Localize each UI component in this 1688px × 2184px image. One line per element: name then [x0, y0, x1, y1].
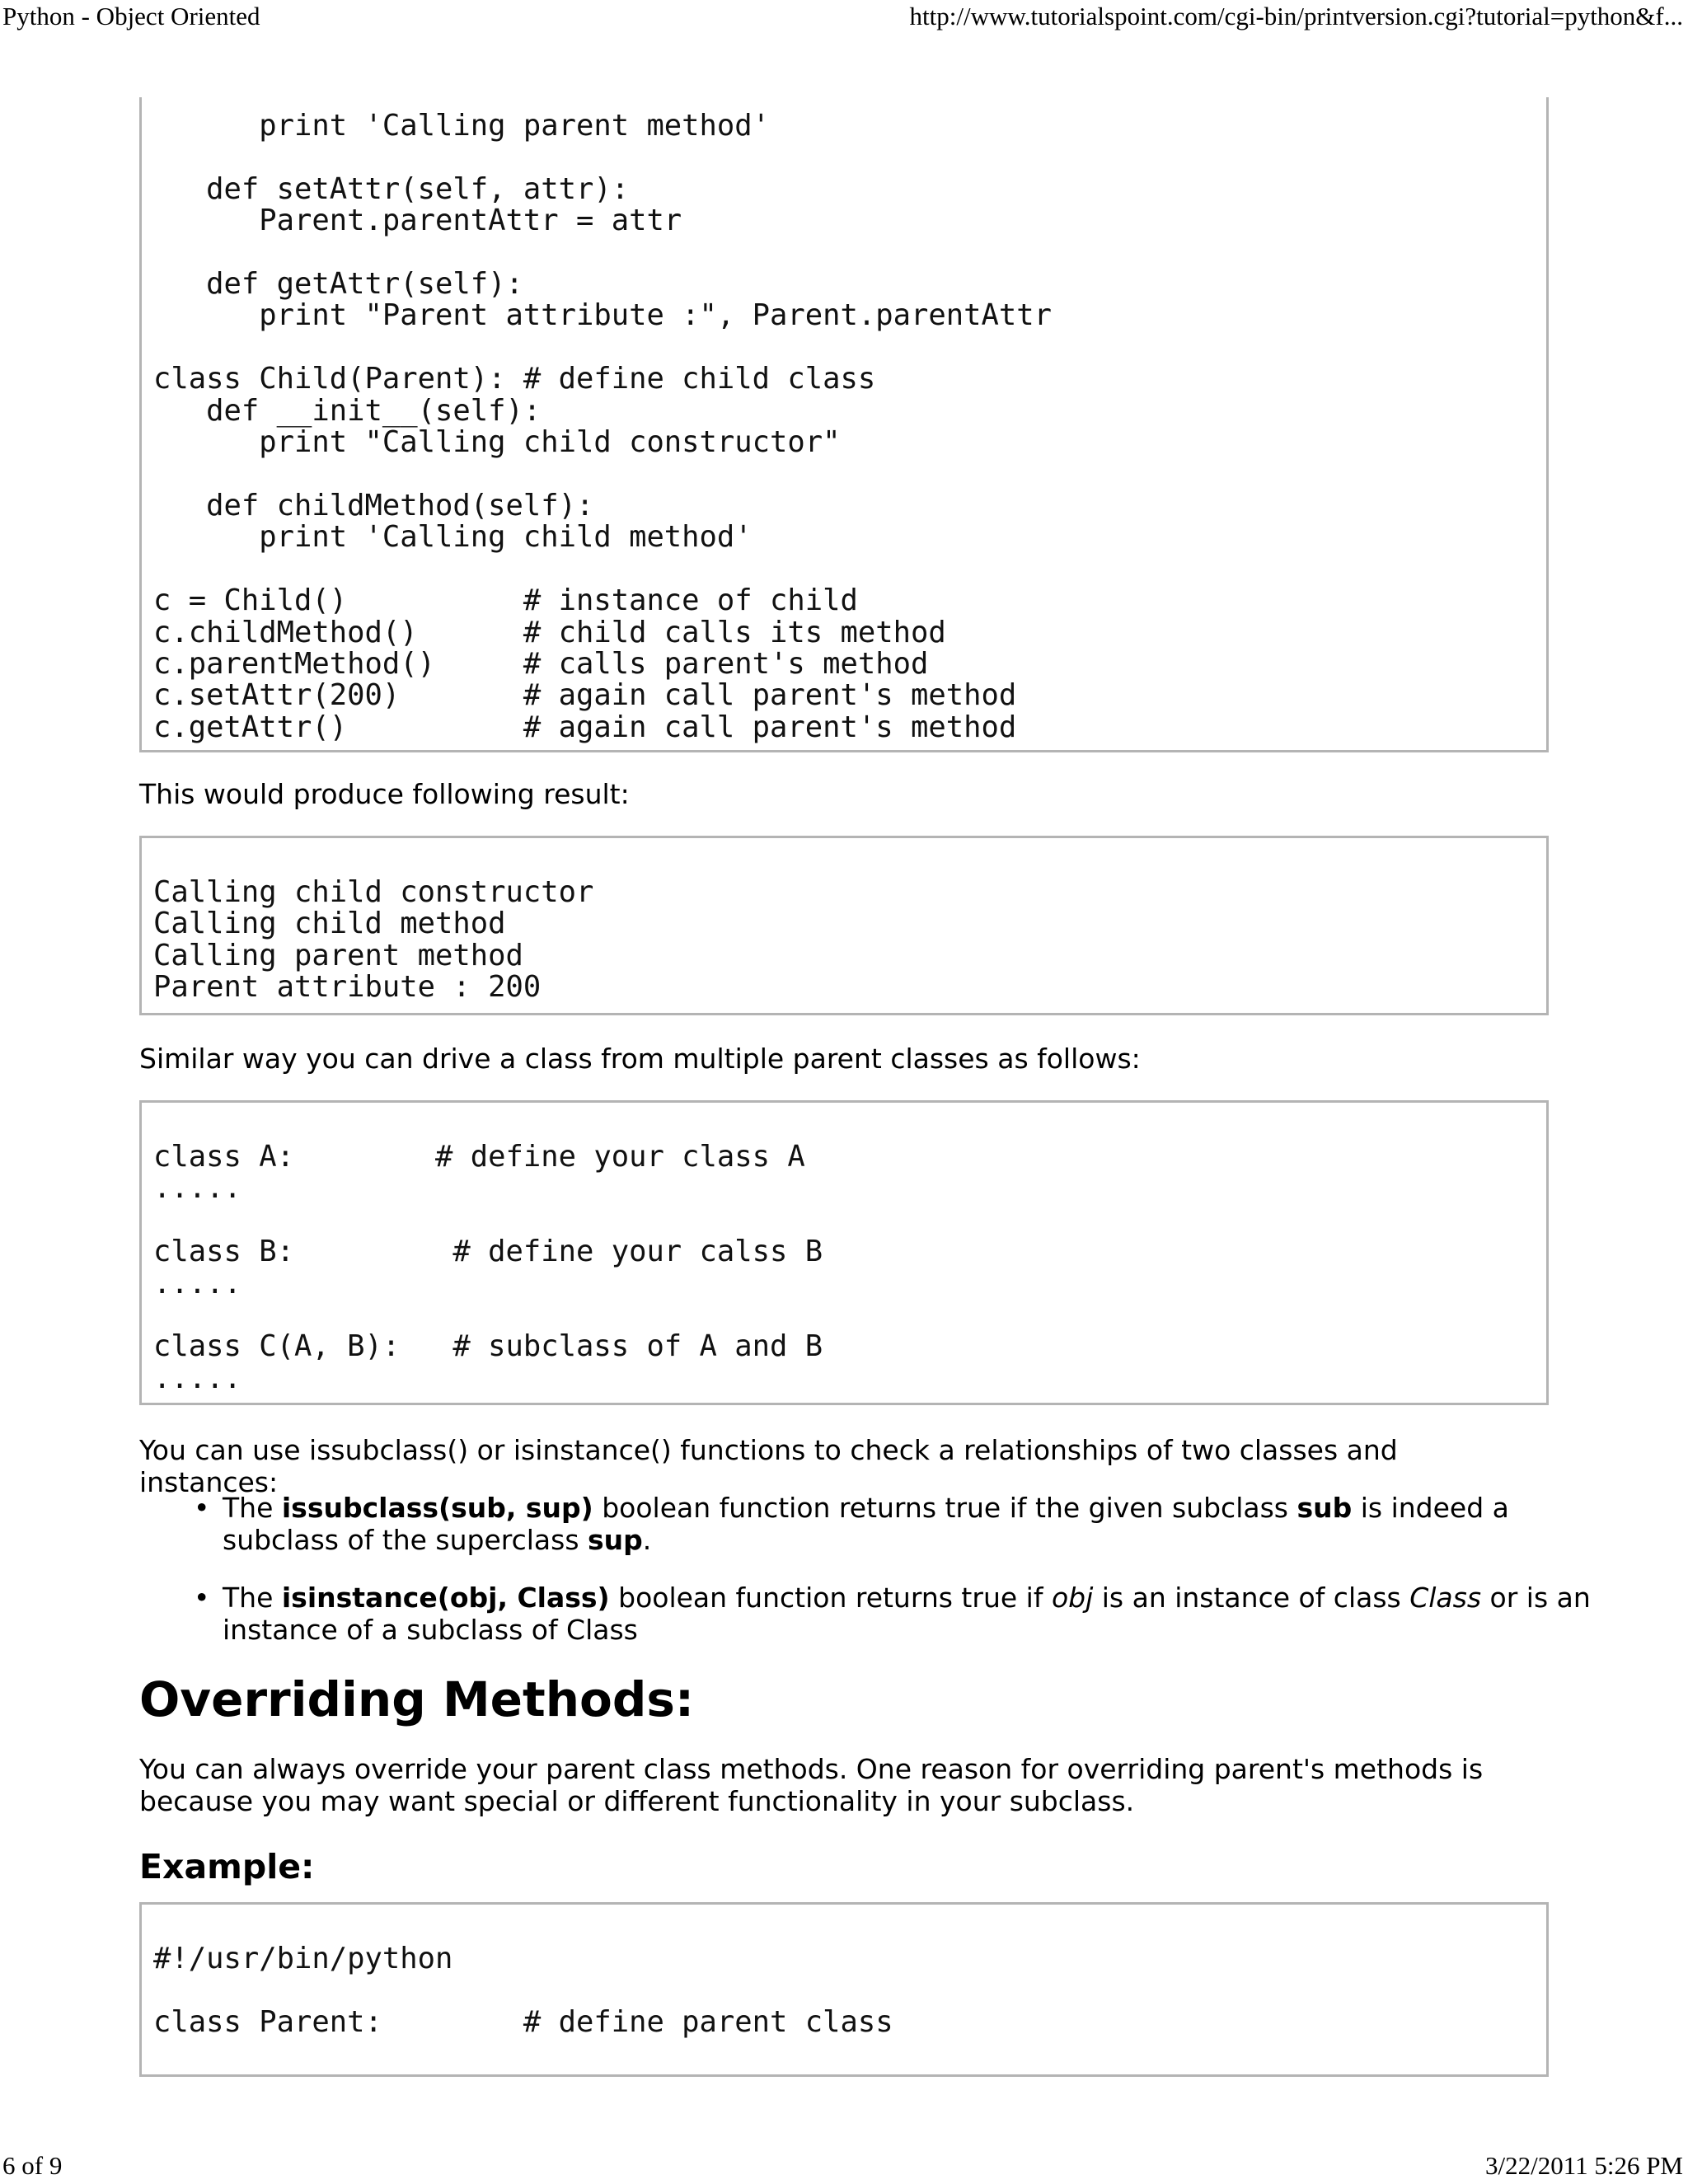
- param-name: obj: [1051, 1582, 1094, 1614]
- subheading-example: Example:: [139, 1847, 315, 1886]
- footer-datetime: 3/22/2011 5:26 PM: [1485, 2151, 1683, 2180]
- function-name: issubclass(sub, sup): [281, 1492, 593, 1524]
- code-block-output: [139, 836, 1549, 1015]
- param-name: Class: [1409, 1582, 1482, 1614]
- footer-page-number: 6 of 9: [2, 2151, 63, 2180]
- function-name: isinstance(obj, Class): [281, 1582, 610, 1614]
- bullet-icon: •: [194, 1582, 210, 1614]
- code-block-parent-child: [139, 97, 1549, 752]
- param-name: sup: [588, 1524, 643, 1556]
- paragraph-multiple-inheritance: Similar way you can drive a class from multiple parent classes as follows:: [139, 1043, 1141, 1075]
- bullet-icon: •: [194, 1492, 210, 1524]
- param-name: sub: [1296, 1492, 1353, 1524]
- code-text: Calling child constructor Calling child method Calling parent method Parent attribute : 200: [153, 875, 594, 1005]
- code-text: class A: # define your class A ..... class B: # define your calss B ..... class C(A, B): # subclass of A and B .....: [153, 1140, 823, 1395]
- text: or is an instance of a subclass of Class: [223, 1582, 1591, 1646]
- header-url: http://www.tutorialspoint.com/cgi-bin/printversion.cgi?tutorial=python&f...: [909, 2, 1683, 30]
- list-item-issubclass: [139, 1492, 1624, 1556]
- text: .: [642, 1524, 652, 1556]
- text: The: [223, 1492, 282, 1524]
- code-block-example: [139, 1902, 1549, 2077]
- section-heading-overriding: Overriding Methods:: [139, 1671, 695, 1727]
- text: The: [223, 1582, 282, 1614]
- text: boolean function returns true if: [609, 1582, 1052, 1614]
- code-text: print 'Calling parent method' def setAttr(self, attr): Parent.parentAttr = attr def getAttr(self): print "Parent attribute :", Parent.parentAttr class Child(Parent): # define child class def __init__(self): print "Calling child constructor" def childMethod(self): print 'Calling child method' c = Child() # instance of child c.childMethod() # child calls its method c.parentMethod() # calls parent's method c.setAttr(200) # again call parent's method c.getAttr() # again call parent's method: [153, 109, 1053, 744]
- text: is an instance of class: [1093, 1582, 1410, 1614]
- paragraph-result-intro: This would produce following result:: [139, 778, 630, 810]
- paragraph-overriding: You can always override your parent class methods. One reason for overriding parent's methods is because you may want special or different functionality in your subclass.: [139, 1753, 1484, 1817]
- text: boolean function returns true if the given subclass: [593, 1492, 1297, 1524]
- paragraph-relationship-check: You can use issubclass() or isinstance() functions to check a relationships of two classes and instances:: [139, 1434, 1398, 1498]
- code-text: #!/usr/bin/python class Parent: # define parent class: [153, 1942, 893, 2039]
- code-block-multiple-inheritance: [139, 1100, 1549, 1405]
- text: is indeed a subclass of the superclass: [223, 1492, 1509, 1556]
- header-page-title: Python - Object Oriented: [2, 2, 260, 30]
- list-item-isinstance: [139, 1582, 1624, 1646]
